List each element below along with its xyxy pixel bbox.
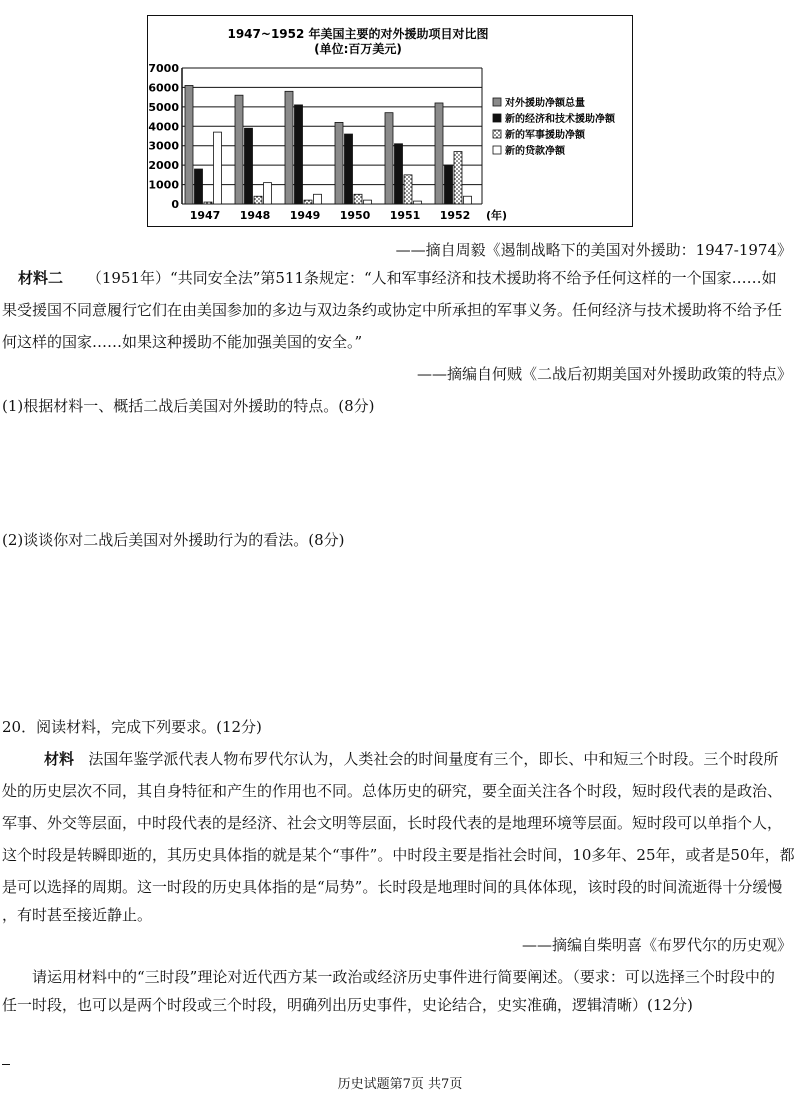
plot-area: [148, 62, 507, 222]
x-tick-label: 1950: [339, 209, 371, 222]
material-2-line-1: [18, 268, 798, 288]
legend-label: 新的经济和技术援助净额: [505, 114, 615, 125]
legend-swatch: [493, 98, 501, 106]
bar: [464, 196, 472, 204]
bar: [235, 95, 243, 204]
bar: [445, 165, 453, 204]
chart-svg: [148, 16, 632, 226]
question-2: (2)谈谈你对二战后美国对外援助行为的看法。(8分): [2, 531, 345, 549]
q20-line-3: 军事、外交等层面，中时段代表的是经济、社会文明等层面，长时段代表的是地理环境等层面。短时段可以单指个人，: [2, 814, 783, 832]
material-2-line-2: 果受援国不同意履行它们在由美国参加的多边与双边条约或协定中所承担的军事义务。任何经济与技术援助将不给予任: [2, 301, 783, 319]
y-tick-label: 7000: [148, 62, 179, 75]
legend-label: 对外援助净额总量: [505, 98, 585, 109]
legend-swatch: [493, 114, 501, 122]
y-tick-label: 6000: [148, 81, 179, 95]
material-2-label: 材料二: [18, 269, 64, 287]
x-tick-label: 1952: [439, 209, 471, 222]
bar: [345, 134, 353, 204]
legend-label: 新的军事援助净额: [505, 130, 585, 141]
bar: [195, 169, 203, 204]
bar: [245, 128, 253, 204]
bar: [385, 113, 393, 204]
q20-line-5: 是可以选择的周期。这一时段的历史具体指的是“局势”。长时段是地理时间的具体体现，该时段的时间流逝得十分缓慢: [2, 878, 783, 896]
q20-line-2: 处的历史层次不同，其自身特征和产生的作用也不同。总体历史的研究，要全面关注各个时段，短时段代表的是政治、: [2, 782, 783, 800]
y-tick-label: 2000: [148, 159, 179, 173]
q20-material-label: 材料: [44, 750, 75, 768]
chart-legend: [493, 96, 616, 157]
y-tick-label: 0: [171, 198, 179, 211]
bar: [454, 152, 462, 204]
bar: [285, 91, 293, 204]
bar: [435, 103, 443, 204]
x-tick-label: 1949: [289, 209, 321, 222]
q20-line-4: 这个时段是转瞬即逝的，其历史具体指的就是某个“事件”。中时段主要是指社会时间，10多年、25年，或者是50年，都: [2, 846, 795, 864]
y-tick-label: 1000: [148, 178, 179, 192]
material-2-line-3: 何这样的国家……如果这种援助不能加强美国的安全。”: [2, 333, 363, 351]
bar: [185, 85, 193, 204]
q20-line-6: ，有时甚至接近静止。: [2, 906, 153, 924]
bar: [304, 200, 312, 204]
bar: [335, 122, 343, 204]
bar: [395, 144, 403, 204]
bar: [404, 175, 412, 204]
page-footer: 历史试题第7页 共7页: [337, 1077, 463, 1092]
bar: [314, 194, 322, 204]
legend-swatch: [493, 130, 501, 138]
bar: [264, 183, 272, 204]
source-citation-1: ——摘自周毅《遏制战略下的美国对外援助：1947-1974》: [395, 241, 792, 259]
source-citation-3: ——摘编自柴明喜《布罗代尔的历史观》: [521, 936, 792, 954]
chart-subtitle: (单位:百万美元): [314, 42, 402, 56]
x-tick-label: 1947: [189, 209, 221, 222]
legend-swatch: [493, 146, 501, 154]
aid-comparison-chart: [147, 15, 633, 227]
bar: [364, 200, 372, 204]
y-tick-label: 5000: [148, 100, 179, 114]
bar: [354, 194, 362, 204]
q20-task-line-1: 请运用材料中的“三时段”理论对近代西方某一政治或经济历史事件进行简要阐述。（要求：可以选择三个时段中的: [32, 968, 775, 986]
bar: [295, 105, 303, 204]
q20-line-1: [44, 749, 778, 769]
q20-task-line-2: 任一时段，也可以是两个时段或三个时段，明确列出历史事件，史论结合，史实准确，逻辑清晰）(12分): [2, 996, 693, 1014]
q20-text-1: 法国年鉴学派代表人物布罗代尔认为，人类社会的时间量度有三个，即长、中和短三个时段。三个时段所: [88, 750, 779, 768]
footer-mark: [2, 1064, 10, 1065]
bar: [204, 202, 212, 204]
question-1: (1)根据材料一、概括二战后美国对外援助的特点。(8分): [2, 397, 375, 415]
question-20-title: 20．阅读材料，完成下列要求。(12分): [2, 718, 262, 736]
y-tick-label: 4000: [148, 120, 179, 134]
material-2-text-1: （1951年）“共同安全法”第511条规定：“人和军事经济和技术援助将不给予任何这样的一个国家……如: [86, 269, 777, 287]
x-axis-unit: (年): [486, 209, 508, 222]
legend-label: 新的贷款净额: [505, 146, 565, 157]
source-citation-2: ——摘编自何贼《二战后初期美国对外援助政策的特点》: [416, 365, 792, 383]
bar: [254, 196, 262, 204]
bar: [414, 201, 422, 204]
x-tick-label: 1951: [389, 209, 421, 222]
y-tick-label: 3000: [148, 139, 179, 153]
x-tick-label: 1948: [239, 209, 271, 222]
bar: [214, 132, 222, 204]
chart-title: 1947~1952 年美国主要的对外援助项目对比图: [227, 27, 489, 41]
